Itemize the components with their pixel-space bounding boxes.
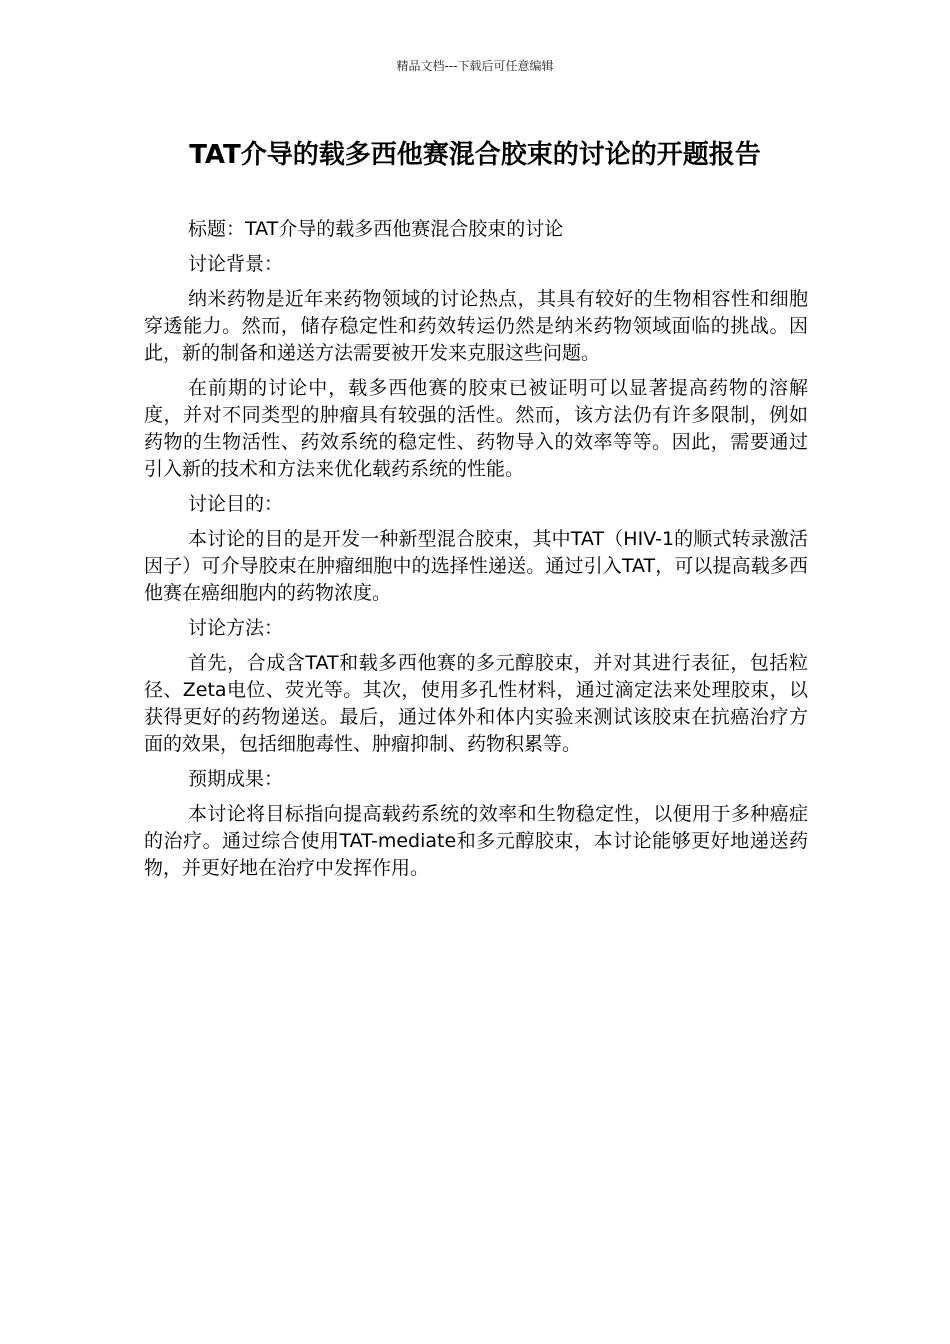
subject-line: 标题：TAT介导的载多西他赛混合胶束的讨论: [188, 218, 564, 240]
section-heading-outcomes: 预期成果：: [188, 768, 284, 790]
paragraph-outcomes: 本讨论将目标指向提高载药系统的效率和生物稳定性，以便用于多种癌症的治疗。通过综合使用TAT-mediate和多元醇胶束，本讨论能够更好地递送药物，并更好地在治疗中发挥作用。: [144, 803, 808, 879]
paragraph-methods: 首先，合成含TAT和载多西他赛的多元醇胶束，并对其进行表征，包括粒径、Zeta电位、荧光等。其次，使用多孔性材料，通过滴定法来处理胶束，以获得更好的药物递送。最后，通过体外和体内实验来测试该胶束在抗癌治疗方面的效果，包括细胞毒性、肿瘤抑制、药物积累等。: [144, 652, 808, 755]
section-heading-background: 讨论背景：: [188, 253, 284, 275]
header-note: 精品文档---下载后可任意编辑: [396, 59, 554, 73]
paragraph-background-2: 在前期的讨论中，载多西他赛的胶束已被证明可以显著提高药物的溶解度，并对不同类型的肿瘤具有较强的活性。然而，该方法仍有许多限制，例如药物的生物活性、药效系统的稳定性、药物导入的效率等等。因此，需要通过引入新的技术和方法来优化载药系统的性能。: [144, 377, 808, 480]
paragraph-purpose: 本讨论的目的是开发一种新型混合胶束，其中TAT（HIV-1的顺式转录激活因子）可介导胶束在肿瘤细胞中的选择性递送。通过引入TAT，可以提高载多西他赛在癌细胞内的药物浓度。: [144, 528, 808, 604]
section-heading-purpose: 讨论目的：: [188, 493, 284, 515]
paragraph-background-1: 纳米药物是近年来药物领域的讨论热点，其具有较好的生物相容性和细胞穿透能力。然而，储存稳定性和药效转运仍然是纳米药物领域面临的挑战。因此，新的制备和递送方法需要被开发来克服这些问题。: [144, 288, 808, 364]
section-heading-methods: 讨论方法：: [188, 617, 284, 639]
document-title: TAT介导的载多西他赛混合胶束的讨论的开题报告: [189, 140, 761, 170]
document-body: [144, 216, 808, 890]
